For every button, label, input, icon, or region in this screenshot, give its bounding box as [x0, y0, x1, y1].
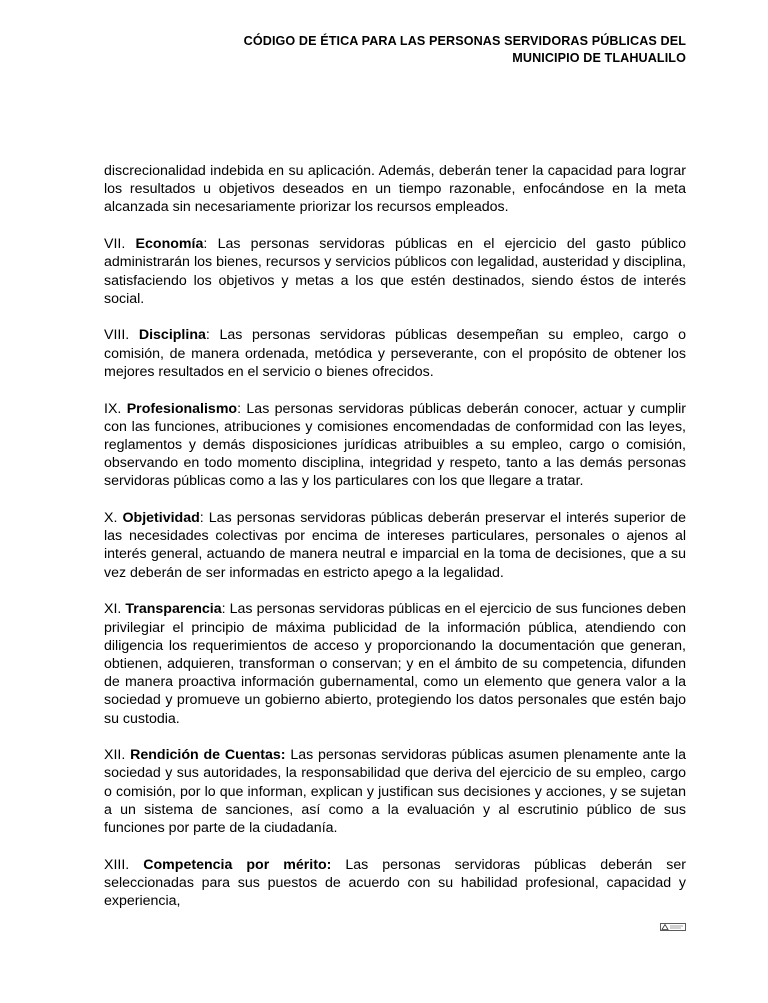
paragraph-disciplina — [104, 326, 686, 381]
paragraph-separator: : — [205, 327, 220, 344]
paragraph-separator: : — [237, 400, 247, 417]
paragraph-continuation — [104, 162, 686, 217]
paragraph-competencia-por-merito — [104, 856, 686, 911]
paragraph-prefix: VII. — [104, 236, 136, 253]
paragraph-term: Transparencia — [125, 601, 222, 618]
document-header — [166, 33, 686, 67]
header-title-line-1: CÓDIGO DE ÉTICA PARA LAS PERSONAS SERVIDORAS PÚBLICAS DEL — [243, 34, 686, 48]
paragraph-text: Las personas servidoras públicas deberán preservar el interés superior de las necesidades colectivas por encima de intereses particulares, personales o ajenos al interés general, actuando de manera neutral e imparcial en la toma de decisiones, que a su vez deberán de ser informadas en estricto apego a la legalidad. — [104, 510, 686, 581]
paragraph-term: Objetividad — [122, 510, 200, 527]
paragraph-objetividad — [104, 509, 686, 582]
paragraph-text: Las personas servidoras públicas desempeñan su empleo, cargo o comisión, de manera ordenada, metódica y perseverante, con el propósito de obtener los mejores resultados en el servicio o bienes ofrecidos. — [104, 327, 686, 380]
paragraph-prefix: XIII. — [104, 856, 144, 873]
paragraph-prefix: XII. — [104, 747, 131, 764]
paragraph-term: Economía — [135, 236, 204, 253]
paragraph-separator: : — [203, 236, 218, 253]
paragraph-text: Las personas servidoras públicas asumen plenamente ante la sociedad y sus autoridades, la responsabilidad que deriva del ejercicio de su empleo, cargo o comisión, por lo que informan, explican y justifican sus decisiones y acciones, y se sujetan a un sistema de sanciones, así como a la evaluación y al escrutinio público de sus funciones por parte de la ciudadanía. — [104, 747, 686, 837]
paragraph-separator — [331, 857, 345, 873]
header-title-line-2: MUNICIPIO DE TLAHUALILO — [512, 51, 686, 65]
paragraph-text: Las personas servidoras públicas deberán conocer, actuar y cumplir con las funciones, atribuciones y comisiones encomendadas de conformidad con las leyes, reglamentos y demás disposiciones jurídicas atribuibles a su empleo, cargo o comisión, observando en todo momento disciplina, integridad y respeto, tanto a las demás personas servidoras públicas como a las y los particulares con los que llegare a tratar. — [104, 400, 686, 490]
paragraph-term: Rendición de Cuentas: — [130, 747, 286, 764]
document-body — [104, 162, 686, 929]
paragraph-prefix: VIII. — [104, 327, 139, 344]
paragraph-rendicion-de-cuentas — [104, 746, 686, 837]
paragraph-text: Las personas servidoras públicas en el ejercicio de sus funciones deben privilegiar el principio de máxima publicidad de la información pública, atendiendo con diligencia los requerimientos de acceso y proporcionando la documentación que generan, obtienen, adquieren, transforman o conservan; y en el ámbito de su competencia, difunden de manera proactiva información gubernamental, como un elemento que genera valor a la sociedad y promueve un gobierno abierto, protegiendo los datos personales que estén bajo su custodia. — [104, 601, 686, 727]
paragraph-text: Las personas servidoras públicas en el ejercicio del gasto público administrarán los bienes, recursos y servicios públicos con legalidad, austeridad y disciplina, satisfaciendo los objetivos y metas a los que estén destinados, siendo éstos de interés social. — [104, 236, 686, 307]
paragraph-text: discrecionalidad indebida en su aplicación. Además, deberán tener la capacidad para lograr los resultados u objetivos deseados en un tiempo razonable, enfocándose en la meta alcanzada sin necesariamente priorizar los recursos empleados. — [104, 163, 686, 216]
paragraph-prefix: XI. — [104, 601, 126, 618]
paragraph-transparencia — [104, 600, 686, 727]
paragraph-profesionalismo — [104, 400, 686, 491]
paragraph-prefix: IX. — [104, 400, 127, 417]
paragraph-economia — [104, 235, 686, 308]
paragraph-text: Las personas servidoras públicas deberán ser seleccionadas para sus puestos de acuerdo con su habilidad profesional, capacidad y experiencia, — [104, 856, 686, 910]
paragraph-separator: : — [199, 510, 209, 527]
paragraph-term: Disciplina — [138, 327, 206, 344]
paragraph-term: Competencia por mérito: — [143, 856, 332, 873]
paragraph-prefix: X. — [104, 510, 123, 527]
paragraph-separator: : — [221, 601, 230, 618]
paragraph-term: Profesionalismo — [126, 400, 238, 417]
footer-logo-icon — [660, 923, 686, 931]
